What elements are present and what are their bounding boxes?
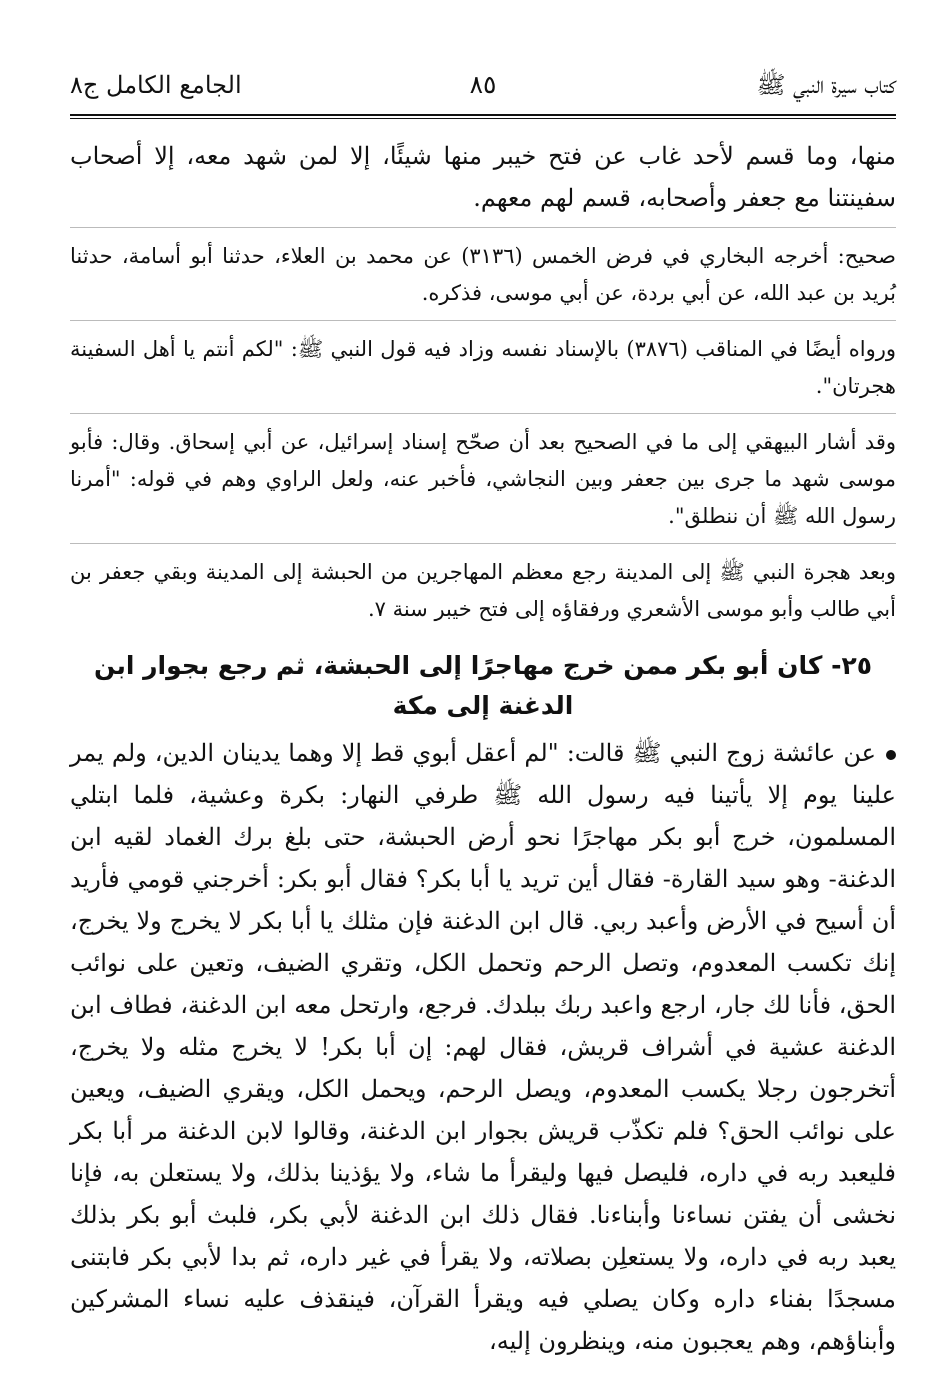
divider <box>70 227 896 228</box>
divider <box>70 320 896 321</box>
commentary-note: وبعد هجرة النبي ﷺ إلى المدينة رجع معظم المهاجرين من الحبشة إلى المدينة وبقي جعفر بن أبي طالب وأبو موسى الأشعري ورفقاؤه إلى فتح خيبر سنة ٧. <box>70 560 896 621</box>
book-page <box>70 70 896 1362</box>
volume-label: الجامع الكامل ج٨ <box>70 71 242 99</box>
divider <box>70 413 896 414</box>
divider <box>70 543 896 544</box>
bullet-icon <box>886 750 896 760</box>
hadith-continuation: منها، وما قسم لأحد غاب عن فتح خيبر منها شيئًا، إلا لمن شهد معه، إلا أصحاب سفينتنا مع جعفر وأصحابه، قسم لهم معهم. <box>70 142 896 212</box>
running-header <box>70 70 896 110</box>
commentary-note: وقد أشار البيهقي إلى ما في الصحيح بعد أن صحّح إسناد إسرائيل، عن أبي إسحاق. وقال: فأبو موسى شهد ما جرى بين جعفر وبين النجاشي، فأخبر عنه، ولعل الراوي وهم في قوله: "أمرنا رسول الله ﷺ أن ننطلق". <box>70 430 896 528</box>
takhrij-note: ورواه أيضًا في المناقب (٣٨٧٦) بالإسناد نفسه وزاد فيه قول النبي ﷺ: "لكم أنتم يا أهل السفينة هجرتان". <box>70 337 896 398</box>
hadith-body: عن عائشة زوج النبي ﷺ قالت: "لم أعقل أبوي قط إلا وهما يدينان الدين، ولم يمر علينا يوم إلا يأتينا فيه رسول الله ﷺ طرفي النهار: بكرة وعشية، فلما ابتلي المسلمون، خرج أبو بكر مهاجرًا نحو أرض الحبشة، حتى بلغ برك الغماد لقيه ابن الدغنة- وهو سيد القارة- فقال أين تريد يا أبا بكر؟ فقال أبو بكر: أخرجني قومي فأريد أن أسيح في الأرض وأعبد ربي. قال ابن الدغنة فإن مثلك يا أبا بكر لا يخرج ولا يخرج، إنك تكسب المعدوم، وتصل الرحم وتحمل الكل، وتقري الضيف، وتعين على نوائب الحق، فأنا لك جار، ارجع واعبد ربك ببلدك. فرجع، وارتحل معه ابن الدغنة، فطاف ابن الدغنة عشية في أشراف قريش، فقال لهم: إن أبا بكر! لا يخرج مثله ولا يخرج، أتخرجون رجلا يكسب المعدوم، ويصل الرحم، ويحمل الكل، ويقري الضيف، ويعين على نوائب الحق؟ فلم تكذّب قريش بجوار ابن الدغنة، وقالوا لابن الدغنة مر أبا بكر فليعبد ربه في داره، فليصل فيها وليقرأ ما شاء، ولا يؤذينا بذلك، ولا يستعلن به، فإنا نخشى أن يفتن نساءنا وأبناءنا. فقال ذلك ابن الدغنة لأبي بكر، فلبث أبو بكر بذلك يعبد ربه في داره، ولا يستعلِن بصلاته، ولا يقرأ في غير داره، ثم بدا لأبي بكر فابتنى مسجدًا بفناء داره وكان يصلي فيه ويقرأ القرآن، فينقذف عليه نساء المشركين وأبناؤهم، وهم يعجبون منه، وينظرون إليه، <box>70 739 897 1355</box>
hadith-text <box>70 732 896 1362</box>
header-rule-thin <box>70 118 896 119</box>
header-rule-thick <box>70 114 896 116</box>
takhrij-note: صحيح: أخرجه البخاري في فرض الخمس (٣١٣٦) عن محمد بن العلاء، حدثنا أبو أسامة، حدثنا بُريد بن عبد الله، عن أبي بردة، عن أبي موسى، فذكره. <box>70 244 896 305</box>
page-number: ٨٥ <box>469 70 497 99</box>
chapter-heading: ٢٥- كان أبو بكر ممن خرج مهاجرًا إلى الحبشة، ثم رجع بجوار ابن الدغنة إلى مكة <box>93 651 873 720</box>
book-title: كتاب سيرة النبي ﷺ <box>756 71 896 99</box>
